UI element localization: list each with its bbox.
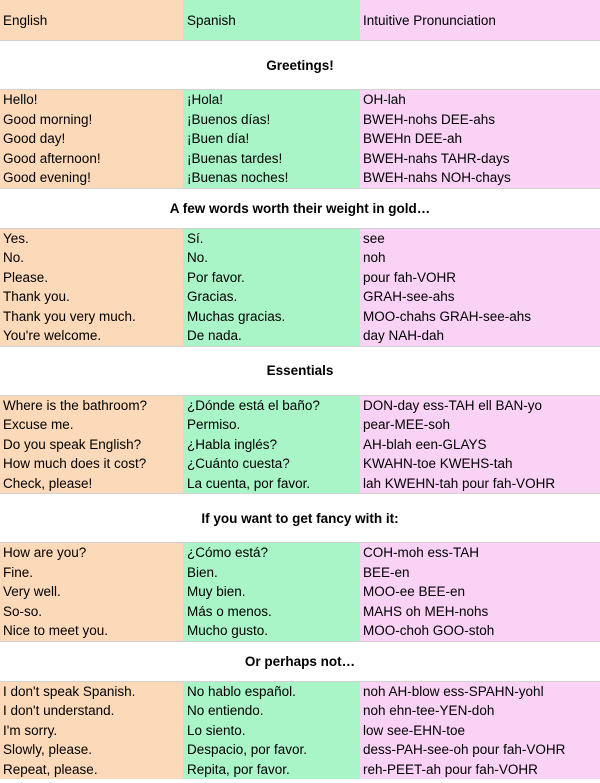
cell-pronunciation: BWEHn DEE-ah bbox=[360, 129, 600, 149]
cell-pronunciation: dess-PAH-see-oh pour fah-VOHR bbox=[360, 740, 600, 760]
cell-spanish: Por favor. bbox=[183, 268, 360, 288]
cell-pronunciation: low see-EHN-toe bbox=[360, 721, 600, 741]
table-row bbox=[0, 454, 600, 474]
section-title: A few words worth their weight in gold… bbox=[0, 188, 600, 229]
cell-english: Thank you very much. bbox=[0, 307, 183, 327]
table-row bbox=[0, 129, 600, 149]
cell-pronunciation: BWEH-nahs NOH-chays bbox=[360, 168, 600, 188]
cell-english: So-so. bbox=[0, 602, 183, 622]
cell-english: Where is the bathroom? bbox=[0, 396, 183, 416]
cell-spanish: ¡Hola! bbox=[183, 90, 360, 110]
table-row bbox=[0, 229, 600, 249]
cell-english: How much does it cost? bbox=[0, 454, 183, 474]
cell-spanish: Permiso. bbox=[183, 415, 360, 435]
cell-pronunciation: AH-blah een-GLAYS bbox=[360, 435, 600, 455]
cell-english: I'm sorry. bbox=[0, 721, 183, 741]
cell-pronunciation: BWEH-nohs DEE-ahs bbox=[360, 110, 600, 130]
table-row bbox=[0, 110, 600, 130]
section-title: Or perhaps not… bbox=[0, 641, 600, 682]
cell-pronunciation: MOO-chahs GRAH-see-ahs bbox=[360, 307, 600, 327]
cell-spanish: Sí. bbox=[183, 229, 360, 249]
table-row bbox=[0, 682, 600, 702]
cell-english: Excuse me. bbox=[0, 415, 183, 435]
header-english: English bbox=[0, 0, 183, 40]
cell-english: Check, please! bbox=[0, 474, 183, 494]
cell-english: Nice to meet you. bbox=[0, 621, 183, 641]
cell-pronunciation: lah KWEHN-tah pour fah-VOHR bbox=[360, 474, 600, 494]
cell-pronunciation: pour fah-VOHR bbox=[360, 268, 600, 288]
table-row bbox=[0, 582, 600, 602]
table-row bbox=[0, 268, 600, 288]
cell-english: Slowly, please. bbox=[0, 740, 183, 760]
table-row bbox=[0, 307, 600, 327]
table-row bbox=[0, 602, 600, 622]
cell-pronunciation: BEE-en bbox=[360, 563, 600, 583]
cell-pronunciation: noh ehn-tee-YEN-doh bbox=[360, 701, 600, 721]
table-row bbox=[0, 543, 600, 563]
table-row bbox=[0, 760, 600, 780]
table-row bbox=[0, 168, 600, 188]
header-pronunciation: Intuitive Pronunciation bbox=[360, 0, 600, 40]
cell-pronunciation: GRAH-see-ahs bbox=[360, 287, 600, 307]
cell-spanish: No hablo español. bbox=[183, 682, 360, 702]
cell-pronunciation: MOO-ee BEE-en bbox=[360, 582, 600, 602]
cell-spanish: No entiendo. bbox=[183, 701, 360, 721]
cell-pronunciation: OH-lah bbox=[360, 90, 600, 110]
cell-english: Good afternoon! bbox=[0, 149, 183, 169]
cell-spanish: ¡Buenas tardes! bbox=[183, 149, 360, 169]
table-row bbox=[0, 740, 600, 760]
cell-english: How are you? bbox=[0, 543, 183, 563]
table-row bbox=[0, 563, 600, 583]
cell-english: Good evening! bbox=[0, 168, 183, 188]
cell-spanish: La cuenta, por favor. bbox=[183, 474, 360, 494]
table-row bbox=[0, 287, 600, 307]
cell-spanish: ¿Cuánto cuesta? bbox=[183, 454, 360, 474]
cell-spanish: ¡Buenos días! bbox=[183, 110, 360, 130]
header-spanish: Spanish bbox=[183, 0, 360, 40]
cell-spanish: ¿Cómo está? bbox=[183, 543, 360, 563]
cell-english: Yes. bbox=[0, 229, 183, 249]
cell-pronunciation: MOO-choh GOO-stoh bbox=[360, 621, 600, 641]
cell-pronunciation: pear-MEE-soh bbox=[360, 415, 600, 435]
table-row bbox=[0, 149, 600, 169]
cell-spanish: Más o menos. bbox=[183, 602, 360, 622]
cell-english: No. bbox=[0, 248, 183, 268]
cell-pronunciation: BWEH-nahs TAHR-days bbox=[360, 149, 600, 169]
cell-spanish: Despacio, por favor. bbox=[183, 740, 360, 760]
cell-pronunciation: noh bbox=[360, 248, 600, 268]
cell-pronunciation: MAHS oh MEH-nohs bbox=[360, 602, 600, 622]
cell-pronunciation: day NAH-dah bbox=[360, 326, 600, 346]
cell-spanish: ¡Buen día! bbox=[183, 129, 360, 149]
cell-english: I don't speak Spanish. bbox=[0, 682, 183, 702]
sections-container bbox=[0, 40, 600, 779]
table-row bbox=[0, 326, 600, 346]
cell-spanish: ¡Buenas noches! bbox=[183, 168, 360, 188]
cell-english: Please. bbox=[0, 268, 183, 288]
cell-pronunciation: noh AH-blow ess-SPAHN-yohl bbox=[360, 682, 600, 702]
cell-english: Good morning! bbox=[0, 110, 183, 130]
cell-spanish: Mucho gusto. bbox=[183, 621, 360, 641]
cell-spanish: No. bbox=[183, 248, 360, 268]
cell-spanish: Bien. bbox=[183, 563, 360, 583]
table-row bbox=[0, 721, 600, 741]
section-title: Essentials bbox=[0, 346, 600, 396]
table-row bbox=[0, 248, 600, 268]
cell-spanish: ¿Dónde está el baño? bbox=[183, 396, 360, 416]
cell-pronunciation: see bbox=[360, 229, 600, 249]
cell-pronunciation: KWAHN-toe KWEHS-tah bbox=[360, 454, 600, 474]
cell-english: Hello! bbox=[0, 90, 183, 110]
section-title: Greetings! bbox=[0, 40, 600, 90]
cell-spanish: De nada. bbox=[183, 326, 360, 346]
cell-english: I don't understand. bbox=[0, 701, 183, 721]
table-header bbox=[0, 0, 600, 40]
cell-english: Very well. bbox=[0, 582, 183, 602]
table-row bbox=[0, 415, 600, 435]
cell-spanish: Repita, por favor. bbox=[183, 760, 360, 780]
cell-english: You're welcome. bbox=[0, 326, 183, 346]
cell-english: Do you speak English? bbox=[0, 435, 183, 455]
cell-spanish: Gracias. bbox=[183, 287, 360, 307]
cell-pronunciation: reh-PEET-ah pour fah-VOHR bbox=[360, 760, 600, 780]
table-row bbox=[0, 701, 600, 721]
cell-spanish: Lo siento. bbox=[183, 721, 360, 741]
cell-english: Repeat, please. bbox=[0, 760, 183, 780]
table-row bbox=[0, 396, 600, 416]
cell-spanish: ¿Habla inglés? bbox=[183, 435, 360, 455]
cell-english: Thank you. bbox=[0, 287, 183, 307]
table-row bbox=[0, 435, 600, 455]
section-title: If you want to get fancy with it: bbox=[0, 493, 600, 543]
table-row bbox=[0, 474, 600, 494]
cell-pronunciation: DON-day ess-TAH ell BAN-yo bbox=[360, 396, 600, 416]
cell-spanish: Muchas gracias. bbox=[183, 307, 360, 327]
cell-english: Good day! bbox=[0, 129, 183, 149]
table-row bbox=[0, 90, 600, 110]
table-row bbox=[0, 621, 600, 641]
cell-spanish: Muy bien. bbox=[183, 582, 360, 602]
cell-english: Fine. bbox=[0, 563, 183, 583]
cell-pronunciation: COH-moh ess-TAH bbox=[360, 543, 600, 563]
